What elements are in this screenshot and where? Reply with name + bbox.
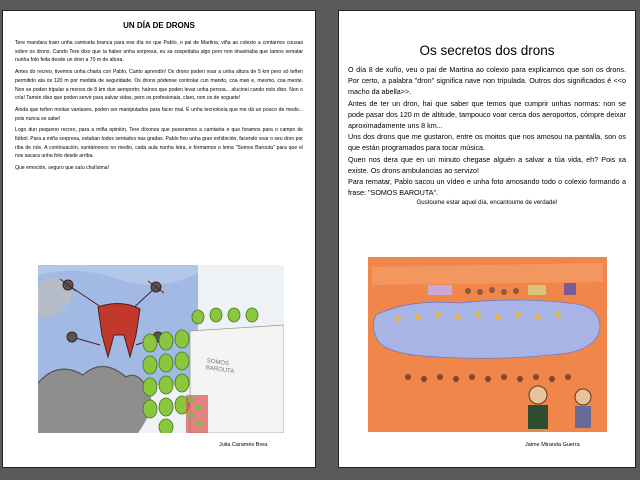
left-paragraph: Tere mandara traer unha camiseta branca para ese día no que Pablo, o pai de Martina, viña ao colexio a contarnos cousas sobre os drons. Cando Tere dixo que ía haber unha sorpresa, eu xa sospeitaba algo pero non imaxinaba que íamos rematar nunha foto feita desde un dron a 70 m de altura. bbox=[15, 40, 303, 64]
left-page bbox=[2, 10, 316, 468]
left-paragraph: Ainda que teñen moitas vantaxes, poden ser manipulados para facer mal. É unha tecnoloxía que me dá un pouco de medo... pois nunca se sabe! bbox=[15, 106, 303, 122]
school-drawing bbox=[368, 257, 607, 432]
drawing-text: SOMOS BAROUTA bbox=[205, 358, 235, 376]
right-paragraph: O día 8 de xuño, veu o pai de Martina ao colexio para explicarnos que son os drons. Por certo, a palabra "dron" significa nave non tripulada. Outros dos significados é <<o macho da abella>>. bbox=[348, 65, 626, 97]
left-author: Julia Caramés Brea bbox=[219, 442, 268, 448]
left-page-title: UN DÍA DE DRONS bbox=[123, 21, 195, 30]
drone-drawing bbox=[38, 265, 284, 433]
right-page bbox=[338, 10, 636, 468]
right-closing: Gustoume estar aquel día, encantoume de verdade! bbox=[416, 199, 558, 207]
right-paragraph: Quen nos dera que en un minuto chegase alguén a salvar a túa vida, eh? Pois xa existe. Os drons ambulancias ao servizo! bbox=[348, 154, 626, 175]
right-paragraph: Uns dos drons que me gustaron, entre os moitos que nos amosou na pantalla, son os que están programados para tocar música. bbox=[348, 132, 626, 153]
right-page-title: Os secretos dos drons bbox=[419, 43, 555, 58]
left-page-body bbox=[15, 39, 303, 173]
right-author: Jaime Miranda Guerra bbox=[525, 442, 580, 448]
school-drawing-svg bbox=[368, 257, 607, 432]
left-paragraph: Logo dun pequeno recreo, para a miña opinión, Tere díxonos que puxeramos a camiseta e que foramos para o campo de fútbol. Para a miña sorpresa, estaban todos sentados nas gradas. Pablo fixo unha gran exhibición, facendo voar o seu dron por riba de nós. A continuación, xuntámonos no medio, cada aula nunha letra, e formamos o lema "Somos Barouta" para que el nos sacara unha foto desde arriba. bbox=[15, 127, 303, 160]
right-paragraph: Antes de ter un dron, hai que saber que temos que cumprir unhas normas: non se pode pasar dos 120 m de altitude, tampouco voar cerca dos aeroportos, cómpre deixar aproximadamente uns 8 km... bbox=[348, 98, 626, 131]
left-paragraph: Antes do recreo, tivemos unha charla con Pablo. Canto aprendín! Os drons poden voar a unha altura de 5 km pero só teñen permitido ata os 120 m por medida de seguridade. Os drons pódense controlar cun mando, coa man e, mesmo, coa mente. Non se poden tripular a menos de 8 km dun aeroporto; haínos que poden levar unha persoa... alucinei cando nolo dixo. Non o cría! Tamén dixo que poden servir para salvar vidas, pero os profesionais, claro, non os de xoguete! bbox=[15, 69, 303, 102]
right-page-body bbox=[348, 64, 626, 207]
left-paragraph: Que emoción, seguro que saíu chulísima! bbox=[15, 165, 110, 172]
right-paragraph: Para rematar, Pablo sacou un vídeo e unha foto amosando todo o colexio formando a frase: "SOMOS BAROUTA". bbox=[348, 177, 626, 198]
drone-drawing-svg bbox=[38, 265, 284, 433]
